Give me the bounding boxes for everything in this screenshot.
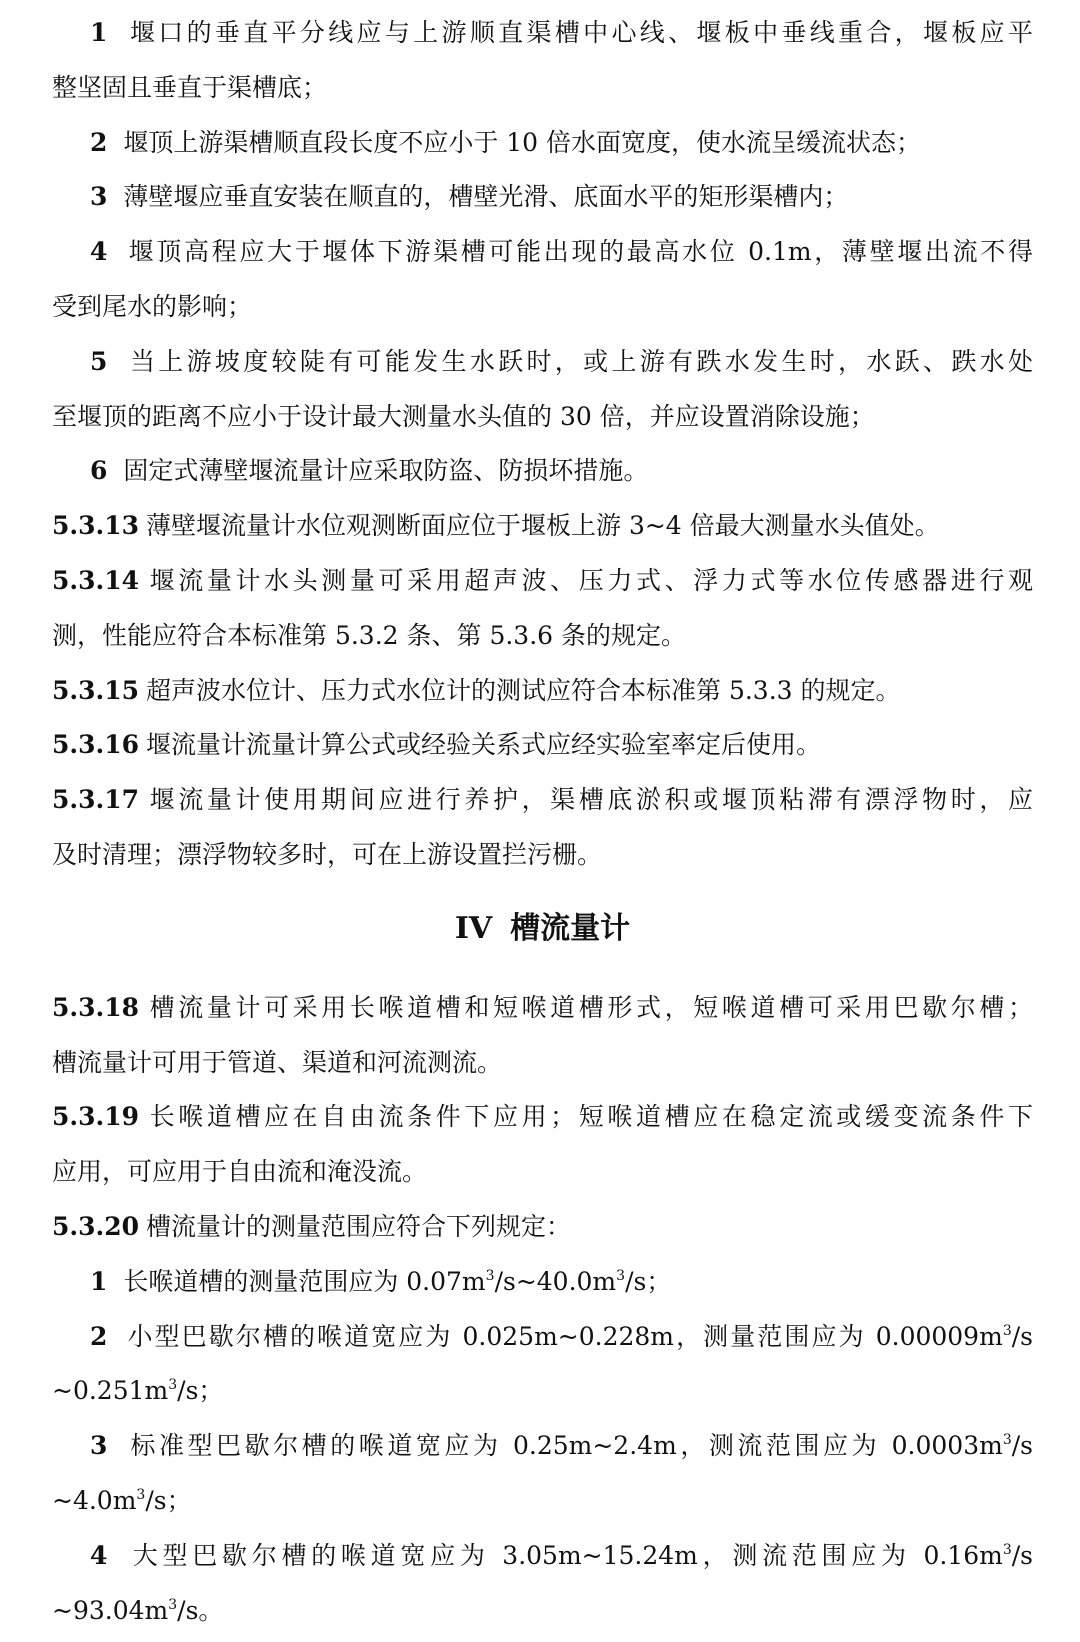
range-text: ~0.251m bbox=[52, 1376, 169, 1406]
clause-number: 5.3.19 bbox=[52, 1102, 139, 1132]
item-number: 3 bbox=[90, 182, 108, 212]
item-4-line-2: 受到尾水的影响； bbox=[52, 291, 253, 321]
range-item-2-line-1 bbox=[52, 1310, 1033, 1365]
item-5-line-2: 至堰顶的距离不应小于设计最大测量水头值的 30 倍，并应设置消除设施； bbox=[52, 401, 875, 431]
item-number: 2 bbox=[90, 1321, 108, 1351]
range-text: 长喉道槽的测量范围应为 0.07m bbox=[123, 1266, 486, 1296]
superscript: 3 bbox=[1002, 1322, 1012, 1339]
item-text: 堰顶高程应大于堰体下游渠槽可能出现的最高水位 0.1m，薄壁堰出流不得 bbox=[128, 237, 1033, 267]
item-number: 3 bbox=[90, 1431, 108, 1461]
clause-text: 超声波水位计、压力式水位计的测试应符合本标准第 5.3.3 的规定。 bbox=[146, 675, 901, 705]
item-2-line-1 bbox=[52, 116, 1033, 171]
clause-5-3-14-line-2: 测，性能应符合本标准第 5.3.2 条、第 5.3.6 条的规定。 bbox=[52, 620, 687, 650]
clause-number: 5.3.18 bbox=[52, 992, 139, 1022]
item-text: 堰顶上游渠槽顺直段长度不应小于 10 倍水面宽度，使水流呈缓流状态； bbox=[123, 127, 922, 157]
section-heading bbox=[52, 899, 1033, 975]
range-text: 大型巴歇尔槽的喉道宽应为 3.05m~15.24m，测流范围应为 0.16m bbox=[132, 1540, 1003, 1570]
clause-5-3-17-line-2: 及时清理；漂浮物较多时，可在上游设置拦污栅。 bbox=[52, 839, 603, 869]
clause-text: 堰流量计水头测量可采用超声波、压力式、浮力式等水位传感器进行观 bbox=[146, 565, 1033, 595]
range-text: /s； bbox=[177, 1376, 224, 1406]
item-number: 1 bbox=[90, 1266, 108, 1296]
clause-5-3-13 bbox=[52, 499, 1033, 554]
item-3-line-1 bbox=[52, 170, 1033, 225]
superscript: 3 bbox=[1002, 1541, 1012, 1558]
range-text: /s； bbox=[145, 1485, 192, 1515]
clause-text: 槽流量计可采用长喉道槽和短喉道槽形式，短喉道槽可采用巴歇尔槽； bbox=[146, 992, 1033, 1022]
item-1-line-1 bbox=[52, 6, 1033, 61]
range-item-1 bbox=[52, 1255, 1033, 1310]
clause-number: 5.3.17 bbox=[52, 785, 139, 815]
clause-number: 5.3.13 bbox=[52, 511, 139, 541]
clause-number: 5.3.15 bbox=[52, 675, 139, 705]
clause-5-3-18-line-2: 槽流量计可用于管道、渠道和河流测流。 bbox=[52, 1047, 503, 1077]
range-item-4-line-1 bbox=[52, 1529, 1033, 1584]
clause-5-3-19-line-2: 应用，可应用于自由流和淹没流。 bbox=[52, 1157, 428, 1187]
clause-5-3-20 bbox=[52, 1200, 1033, 1255]
superscript: 3 bbox=[168, 1596, 178, 1613]
superscript: 3 bbox=[485, 1267, 495, 1284]
clause-text: 长喉道槽应在自由流条件下应用；短喉道槽应在稳定流或缓变流条件下 bbox=[146, 1102, 1033, 1132]
item-1-line-2: 整坚固且垂直于渠槽底； bbox=[52, 72, 328, 102]
clause-5-3-19-line-1 bbox=[52, 1090, 1033, 1145]
item-text: 固定式薄壁堰流量计应采取防盗、防损坏措施。 bbox=[123, 456, 649, 486]
item-text: 薄壁堰应垂直安装在顺直的，槽壁光滑、底面水平的矩形渠槽内； bbox=[123, 182, 849, 212]
range-item-3-line-2 bbox=[52, 1474, 1033, 1529]
clause-5-3-16 bbox=[52, 718, 1033, 773]
superscript: 3 bbox=[136, 1486, 146, 1503]
clause-number: 5.3.20 bbox=[52, 1211, 139, 1241]
range-item-2-line-2 bbox=[52, 1364, 1033, 1419]
item-number: 6 bbox=[90, 456, 108, 486]
range-text: /s； bbox=[625, 1266, 672, 1296]
item-number: 1 bbox=[90, 18, 108, 47]
item-text: 当上游坡度较陡有可能发生水跃时，或上游有跌水发生时，水跃、跌水处 bbox=[129, 346, 1033, 376]
clause-number: 5.3.14 bbox=[52, 565, 139, 595]
superscript: 3 bbox=[168, 1377, 178, 1394]
clause-5-3-17-line-1 bbox=[52, 773, 1033, 828]
range-text: 小型巴歇尔槽的喉道宽应为 0.025m~0.228m，测量范围应为 0.00009m bbox=[127, 1321, 1003, 1351]
range-text: /s。 bbox=[177, 1595, 224, 1625]
clause-text: 堰流量计使用期间应进行养护，渠槽底淤积或堰顶粘滞有漂浮物时，应 bbox=[146, 785, 1033, 815]
clause-5-3-18-line-1 bbox=[52, 981, 1033, 1036]
clause-text: 薄壁堰流量计水位观测断面应位于堰板上游 3~4 倍最大测量水头值处。 bbox=[146, 511, 940, 541]
item-number: 5 bbox=[90, 346, 108, 376]
range-text: /s~40.0m bbox=[494, 1266, 617, 1296]
superscript: 3 bbox=[616, 1267, 626, 1284]
clause-text: 槽流量计的测量范围应符合下列规定： bbox=[146, 1211, 572, 1241]
range-text: 标准型巴歇尔槽的喉道宽应为 0.25m~2.4m，测流范围应为 0.0003m bbox=[130, 1431, 1003, 1461]
range-text: ~93.04m bbox=[52, 1595, 169, 1625]
clause-number: 5.3.16 bbox=[52, 730, 139, 760]
superscript: 3 bbox=[1002, 1432, 1012, 1449]
section-roman-numeral: IV bbox=[454, 910, 493, 946]
clause-5-3-15 bbox=[52, 664, 1033, 719]
item-number: 4 bbox=[90, 1540, 108, 1570]
clause-text: 堰流量计流量计算公式或经验关系式应经实验室率定后使用。 bbox=[146, 730, 822, 760]
item-6-line-1 bbox=[52, 444, 1033, 499]
range-text: ~4.0m bbox=[52, 1485, 137, 1515]
item-number: 2 bbox=[90, 127, 108, 157]
item-text: 堰口的垂直平分线应与上游顺直渠槽中心线、堰板中垂线重合，堰板应平 bbox=[129, 18, 1033, 47]
range-item-3-line-1 bbox=[52, 1419, 1033, 1474]
clause-5-3-14-line-1 bbox=[52, 554, 1033, 609]
item-4-line-1 bbox=[52, 225, 1033, 280]
range-item-4-line-2 bbox=[52, 1584, 1033, 1639]
range-text: /s bbox=[1011, 1431, 1034, 1461]
item-number: 4 bbox=[90, 237, 108, 267]
section-title-text: 槽流量计 bbox=[510, 910, 631, 946]
range-text: /s bbox=[1011, 1321, 1033, 1351]
item-5-line-1 bbox=[52, 335, 1033, 390]
range-text: /s bbox=[1011, 1540, 1033, 1570]
